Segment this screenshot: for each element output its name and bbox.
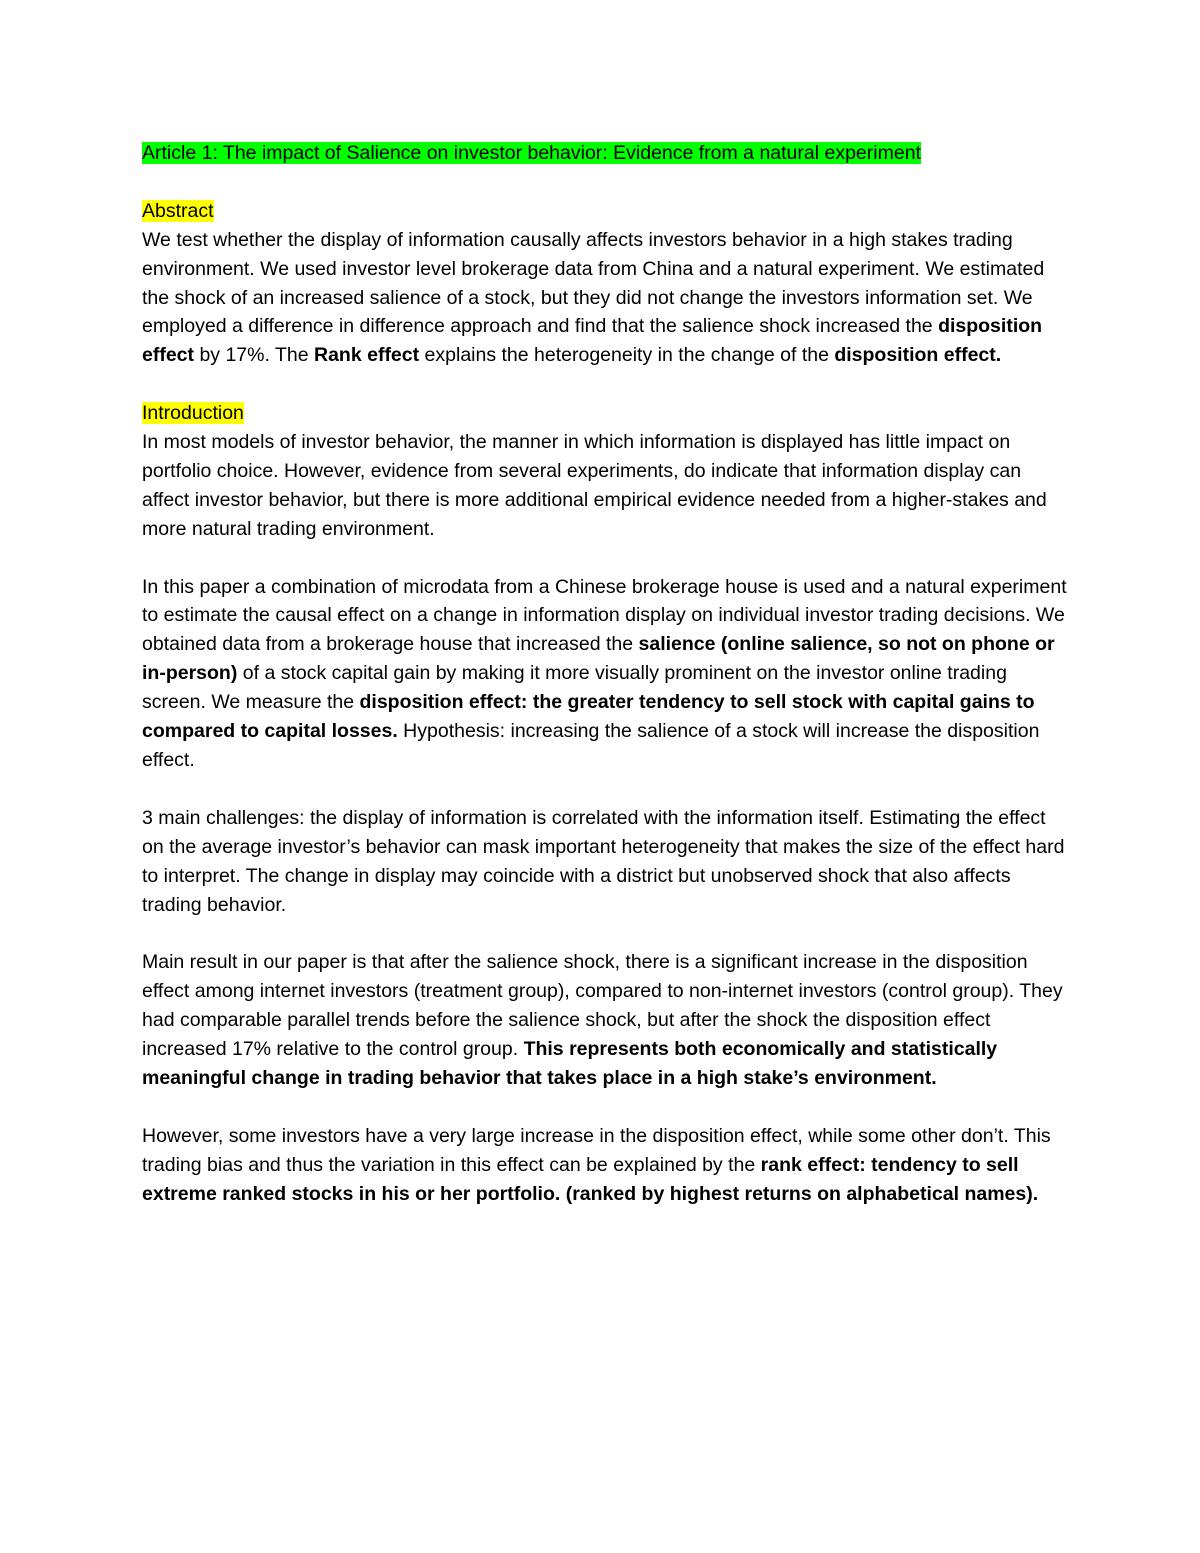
intro-bold-text: This represents both economically and statistically meaningful change in trading behavior that takes place in a high stake’s environment. (142, 1038, 998, 1089)
intro-text: In most models of investor behavior, the manner in which information is displayed has little impact on portfolio choice. However, evidence from several experiments, do indicate that information display can affect investor behavior, but there is more additional empirical evidence needed from a higher-stakes and more natural trading environment. (142, 431, 1047, 540)
intro-bold-text: disposition effect: the greater tendency to sell stock with capital gains to compared to capital losses. (142, 691, 1035, 743)
intro-text: Hypothesis: increasing the salience of a stock will increase the disposition effect. (142, 720, 1040, 771)
spacer (142, 168, 1067, 197)
intro-text: However, some investors have a very large increase in the disposition effect, while some other don’t. This trading bias and thus the variation in this effect can be explained by the (142, 1124, 1051, 1176)
spacer (142, 544, 1067, 573)
abstract-bold-text: disposition effect (142, 315, 1043, 367)
abstract-text: by 17%. The (194, 344, 314, 367)
abstract-heading: Abstract (142, 199, 214, 222)
intro-text: In this paper a combination of microdata from a Chinese brokerage house is used and a natural experiment to estimate the causal effect on a change in information display on individual investor trading decisions. We obtained data from a brokerage house that increased the (142, 575, 1067, 656)
abstract-paragraph (142, 226, 1067, 371)
introduction-heading: Introduction (142, 402, 244, 425)
spacer (142, 775, 1067, 804)
abstract-bold-text: disposition effect. (834, 344, 1002, 367)
intro-text: of a stock capital gain by making it more visually prominent on the investor online trading screen. We measure the (142, 662, 1007, 714)
intro-paragraph-5 (142, 1122, 1067, 1209)
intro-text: Main result in our paper is that after the salience shock, there is a significant increase in the disposition effect among internet investors (treatment group), compared to non-internet investors (control group). They had comparable parallel trends before the salience shock, but after the shock the disposition effect increased 17% relative to the control group. (142, 951, 1063, 1061)
intro-paragraph-2 (142, 573, 1067, 775)
intro-bold-text: rank effect: tendency to sell extreme ranked stocks in his or her portfolio. (ranked by highest returns on alphabetical names). (142, 1153, 1039, 1205)
spacer (142, 1093, 1067, 1122)
intro-paragraph-3 (142, 804, 1067, 920)
article-title: Article 1: The impact of Salience on investor behavior: Evidence from a natural experiment (142, 142, 921, 164)
abstract-text: explains the heterogeneity in the change of the (419, 344, 835, 367)
abstract-heading-line (142, 197, 1067, 226)
intro-text: 3 main challenges: the display of information is correlated with the information itself. Estimating the effect on the average investor’s behavior can mask important heterogeneity that makes the size of the effect hard to interpret. The change in display may coincide with a district but unobserved shock that also affects trading behavior. (142, 806, 1065, 916)
document-page (142, 139, 1067, 1208)
abstract-bold-text: Rank effect (314, 344, 420, 367)
spacer (142, 370, 1067, 399)
intro-bold-text: salience (online salience, so not on phone or in-person) (142, 633, 1055, 685)
introduction-heading-line (142, 399, 1067, 428)
intro-paragraph-4 (142, 948, 1067, 1093)
abstract-text: We test whether the display of information causally affects investors behavior in a high stakes trading environment. We used investor level brokerage data from China and a natural experiment. We estimated the shock of an increased salience of a stock, but they did not change the investors information set. We employed a difference in difference approach and find that the salience shock increased the (142, 228, 1045, 338)
spacer (142, 919, 1067, 948)
intro-paragraph-1 (142, 428, 1067, 544)
article-title-line (142, 139, 1067, 168)
